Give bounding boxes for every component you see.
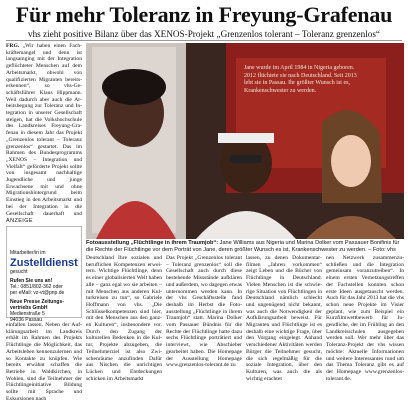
body-column-2 (86, 255, 162, 410)
caption-text: Jane Williams aus Nigeria und Marina Dolker vom Passauer Bonifinis für die Rechte der Flüchtlinge vor dem Porträt von Jane, deren größter Wunsch es ist, Krankenschwester zu werden. (86, 240, 400, 253)
intro-column (6, 43, 82, 215)
ad-street: Medienstraße 5 (10, 311, 45, 317)
ad-subtitle: gesucht (10, 269, 28, 275)
column-4-text: lassen, zu denen Dokumentarfilmen „Jahren vorkommen“ zeigt Leben und die Bücher von Flüchtlinge in Deutschland. Vielen Menschen ist die schwierige Situation von Flüchtlingen in Deutschland nämlich schlecht und ungenügend nicht bekannt, was auch die Notwendigkeit der Aufklärungsarbeit beweist. Für Migranten und Flüchtlinge ist es deshalb eine wichtige Frage, über den Vorgang eingelegt. Anhand verschiedener Aktivitäten werden Bürger die Teilnehmer gesucht, die sich regelmäßig für die soziale Integration, über den Kulturen, was auch die als wichtig erachtet (246, 255, 322, 382)
ad-title: Zustelldienst (10, 257, 78, 269)
column-3-text: Das Projekt „Grenzenlos tolerant – Toleranz grenzenlos“ soll die Gesellschaft auch durch diese bestehende Missstände aufklären und außerdem, wo dagegen etwas unternommen werden kann. In der vhs Geschäftsstelle fand deshalb im Herbst die Fotoausstellung „Flüchtlinge in ihrem Traumjob“ statt. Marina Dolker vom Passauer Bündnis für die Rechte der Flüchtlinge hatte dazu sechs Flüchtlinge porträtiert und interviewt, wie Abschieber gearbeitet haben. Die Homepage der Ausstellung Homepage www.grenzenlos-tolerant.de zu (166, 255, 242, 369)
caption-title: Fotoausstellung „Flüchtlinge in ihrem Traumjob“: (86, 240, 219, 246)
column-5-text: nen Netzwerk zusammenzuschließen und die Integration gemeinsam voranzutreiben“. In einem ersten Vernetzungstreffen der Fachstellen konnten schon erste Ideen ausgetauscht werden. Auch für das Jahr 2013 hat die vhs schon neue Projekte im Visier geplant, wie zum Beispiel ein Kurzfilmwettbewerb für Jugendliche, der im Frühling an den Landkreisschulen ausgegeben werden soll. Wer mehr über das Toleranz-Projekt der vhs wissen möchte: Aktuelle Informationen und weitere Interessantes rund um das Thema Toleranz gibt es auf der Homepage www.grenzenlos-tolerant.de. (326, 255, 404, 382)
ad-phone: Tel.: 0851/802-362 oder (10, 284, 63, 290)
article-headline: Für mehr Toleranz in Freyung-Grafenau (15, 2, 393, 27)
article-subheadline: vhs zieht positive Bilanz über das XENOS-Projekt „Grenzenlos tolerant – Toleranz grenzenlos“ (27, 29, 381, 39)
ad-email: per eMail: vz-vt@pnp.de (10, 290, 65, 296)
article-photo (86, 43, 404, 239)
body-column-1 (6, 322, 82, 410)
photo-caption (86, 240, 404, 253)
ad-contact-title: Rufen Sie uns an! (10, 278, 53, 284)
poster-text: Jane wurde im April 1984 in Nigeria geboren. 2012 flüchtete sie nach Deutschland. Seit 2013 lebt sie in Passau. Ihr größter Wunsch ist es, Krankenschwester zu werden. (244, 65, 357, 94)
body-column-3 (166, 255, 242, 410)
column-1-text: einfallen lassen. Neben der Aufklärungsarbeit im Landkreis erhält im Rahmen des Projekts Flüchtlinge die Möglichkeit, das Arbeitsleben kennenzulernen und so Kontakte zu knüpfen. Wie bereits erwähnt schaffen die Betriebe in Waldkirchen, in Wohlen, sind die Teilnehmer der Flüchtlingeinitiative Bildung sollte mit Sprache und Exkursionen nach (6, 322, 82, 402)
ad-city: 94036 Passau (10, 317, 42, 323)
divider (6, 40, 402, 41)
intro-text: „Wir haben einen Fachkräftemangel und denn ist langsamging mit der Integration geflüchteter Menschen auf dem Arbeitsmarkt, obwohl von qualifizierten Migranten bereitserkennen“, so vhs-Geschäftsführer Klaus Hippmann. Weil dadurch aber auch die Arbeitsbegung zur Toleranz und Integration in unserer Gesellschaft steigen, hat die Volkshochschule des Landkreises Freyung-Grafenau in diesem Jahr das Projekt „Grenzenlos tolerant – Toleranz grenzenlos“ gestartet. Das im Rahmen des Bundesprogramms „XENOS – Integration und Vielfalt“ geförderte Projekt sollte von insgesamt nachhaltige Jugendliche und junge Erwachsene mit und ohne Migrationshintergrund beim Einstieg in den Arbeitsmarkt und bei der Integration in die Gesellschaft dauerhaft und (6, 43, 82, 215)
body-column-5 (326, 255, 404, 410)
body-column-4 (246, 255, 322, 410)
dateline: FRG. (6, 43, 20, 49)
job-advertisement[interactable] (6, 226, 82, 323)
photo-credit: – Foto: vhs (368, 246, 396, 253)
column-2-text: Deutschland Ihre sozialen und beruflichen Kompetenzen erweitern. Wichtige Flüchtlinge, denn es einer globalisierten Welt haben alle – ganz egal wo sie arbeiten – mit Menschen aus anderen Kulturkreisen zu tun“, so Gabriele Hoffmann von vhs. „Die Schlüsselkompetenzen sind hier, mit den Menschen aus den ganzen Kulturen“, insbesondere vor. Durch den Zugang der kulturellen Bedenken in die Kultur, Projekte abzugeben, die Teilnehmerziel ist also Zwischenräume anzufinden Dafür aus Nischen die unrichtigen Lücken und Entdeckungen schicken im Arbeitsmarkt (86, 255, 162, 382)
ad-intro: Mitarbeiter/in im (10, 250, 46, 256)
ad-label: ANZEIGE (6, 218, 33, 224)
ad-firm: Neue Presse Zeitungsvertriebs GmbH (10, 299, 64, 311)
